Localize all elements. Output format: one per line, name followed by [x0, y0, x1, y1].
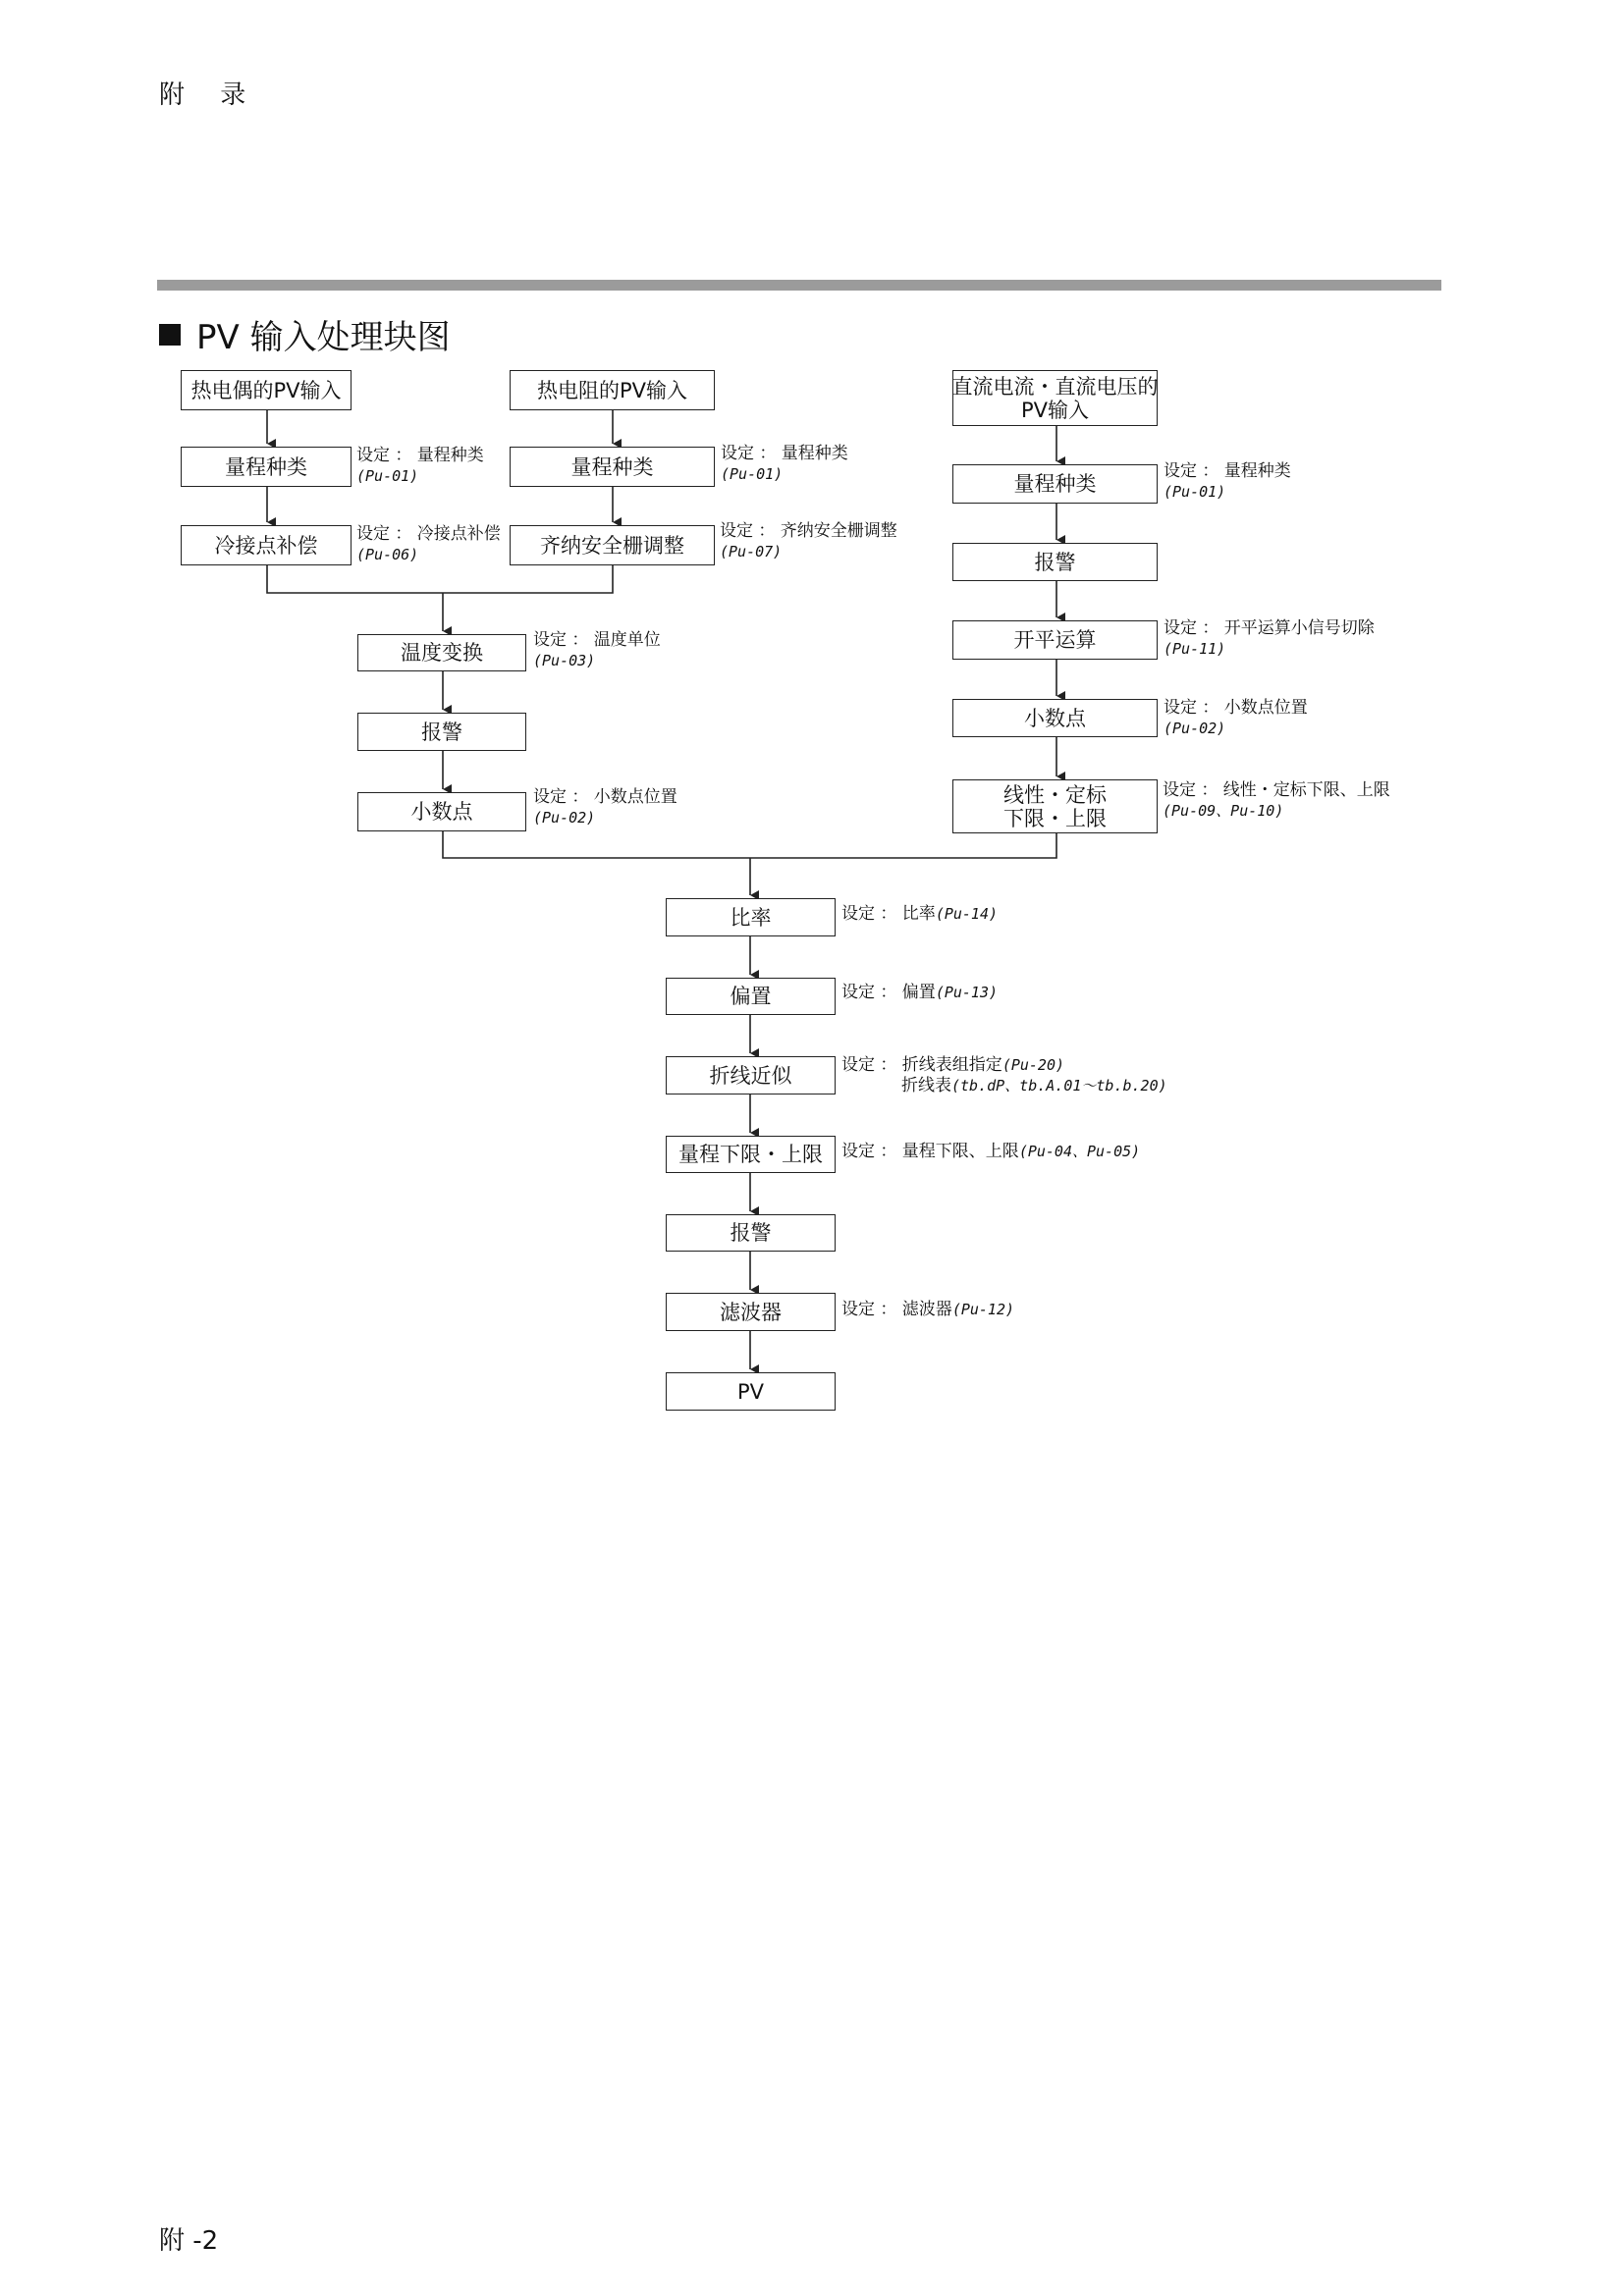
- note-tc-range: 设定 ： 量程种类 (Pu-01): [356, 446, 484, 485]
- box-linear-scale: 线性・定标 下限・上限: [952, 779, 1158, 833]
- note-bias: 设定 ： 偏置(Pu-13): [841, 983, 999, 1002]
- box-zener-barrier: 齐纳安全栅调整: [510, 525, 715, 565]
- box-temp-alarm: 报警: [357, 713, 526, 751]
- merge-tc-rtd: [267, 565, 613, 593]
- section-header: 附 录: [159, 80, 260, 110]
- box-tc-range-type: 量程种类: [181, 447, 352, 487]
- note-dc-decimal: 设定 ： 小数点位置 (Pu-02): [1164, 698, 1308, 737]
- note-rtd-barrier: 设定 ： 齐纳安全栅调整 (Pu-07): [720, 521, 897, 561]
- note-dc-scale: 设定 ： 线性・定标下限、上限 (Pu-09、Pu-10): [1163, 780, 1390, 820]
- box-dc-input: 直流电流・直流电压的 PV输入: [952, 370, 1158, 426]
- merge-all: [443, 831, 1056, 858]
- box-final-alarm: 报警: [666, 1214, 836, 1252]
- box-filter: 滤波器: [666, 1293, 836, 1331]
- box-dc-decimal: 小数点: [952, 699, 1158, 737]
- note-ratio: 设定 ： 比率(Pu-14): [841, 904, 999, 924]
- note-range-limits: 设定 ： 量程下限、上限(Pu-04、Pu-05): [841, 1142, 1141, 1161]
- box-temp-decimal: 小数点: [357, 792, 526, 831]
- box-thermocouple-input: 热电偶的PV输入: [181, 370, 352, 410]
- page-number: 附 -2: [159, 2226, 219, 2256]
- box-rtd-range-type: 量程种类: [510, 447, 715, 487]
- title-text: PV 输入处理块图: [196, 318, 451, 357]
- box-cold-junction: 冷接点补偿: [181, 525, 352, 565]
- note-temp-decimal: 设定 ： 小数点位置 (Pu-02): [533, 787, 677, 827]
- note-dc-range: 设定 ： 量程种类 (Pu-01): [1164, 461, 1291, 501]
- box-dc-range-type: 量程种类: [952, 464, 1158, 504]
- note-dc-sqrt: 设定 ： 开平运算小信号切除 (Pu-11): [1164, 618, 1375, 658]
- box-pv-output: PV: [666, 1372, 836, 1411]
- note-tc-cjc: 设定 ： 冷接点补偿 (Pu-06): [356, 524, 501, 563]
- box-linearization: 折线近似: [666, 1056, 836, 1095]
- box-rtd-input: 热电阻的PV输入: [510, 370, 715, 410]
- box-square-root: 开平运算: [952, 620, 1158, 660]
- note-linearize: 设定 ： 折线表组指定(Pu-20) 折线表(tb.dP、tb.A.01～tb.b.20): [841, 1055, 1167, 1095]
- note-rtd-range: 设定 ： 量程种类 (Pu-01): [721, 444, 848, 483]
- box-dc-alarm: 报警: [952, 543, 1158, 581]
- box-ratio: 比率: [666, 898, 836, 936]
- box-bias: 偏置: [666, 978, 836, 1015]
- note-filter: 设定 ： 滤波器(Pu-12): [841, 1300, 1015, 1319]
- box-temperature-conversion: 温度变换: [357, 634, 526, 671]
- box-range-limits: 量程下限・上限: [666, 1136, 836, 1173]
- note-temp-conv: 设定 ： 温度单位 (Pu-03): [533, 630, 661, 669]
